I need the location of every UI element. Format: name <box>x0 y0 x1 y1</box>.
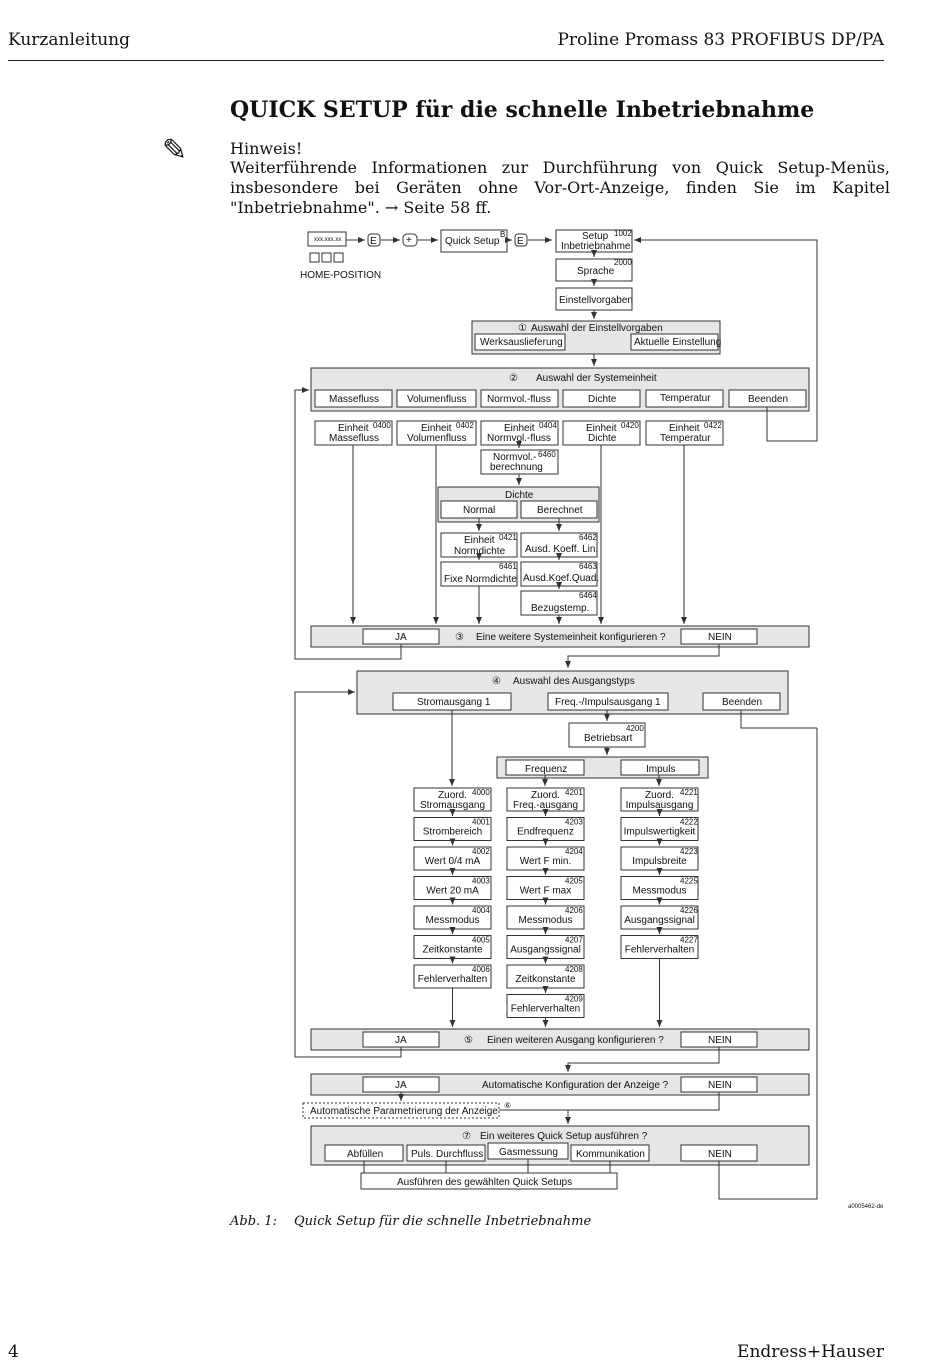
svg-text:③: ③ <box>455 632 464 643</box>
section-dichte <box>438 487 599 522</box>
svg-text:Beenden: Beenden <box>722 697 763 708</box>
svg-text:4207: 4207 <box>565 935 583 945</box>
svg-text:Temperatur: Temperatur <box>660 433 711 444</box>
svg-text:Ausgangssignal: Ausgangssignal <box>624 915 695 926</box>
svg-text:Normvol.-fluss: Normvol.-fluss <box>487 394 551 405</box>
section-systemeinheit <box>311 368 809 411</box>
section-auto-anzeige <box>311 1074 809 1095</box>
svg-text:4222: 4222 <box>680 817 698 827</box>
svg-text:Volumenfluss: Volumenfluss <box>407 394 467 405</box>
svg-text:Einheit: Einheit <box>421 423 452 434</box>
freqausgang-column <box>507 788 584 1027</box>
svg-text:Wert F max: Wert F max <box>519 885 572 897</box>
svg-text:1002: 1002 <box>614 229 632 238</box>
svg-text:+: + <box>406 235 412 246</box>
auto-parametrierung-box <box>303 1103 499 1118</box>
param-box <box>507 906 584 929</box>
param-box <box>621 818 698 841</box>
svg-text:Beenden: Beenden <box>748 394 789 405</box>
ausfuehren-box <box>361 1173 617 1189</box>
svg-text:4208: 4208 <box>565 965 583 974</box>
svg-text:Dichte: Dichte <box>588 433 617 444</box>
param-box <box>507 818 584 841</box>
caption-number: Abb. 1: <box>230 1214 277 1229</box>
svg-text:Messmodus: Messmodus <box>518 915 573 926</box>
svg-text:4227: 4227 <box>680 935 698 945</box>
svg-text:Kommunikation: Kommunikation <box>576 1149 645 1160</box>
svg-text:Abfüllen: Abfüllen <box>347 1149 384 1160</box>
svg-text:6461: 6461 <box>499 562 517 571</box>
svg-text:Auswahl der Einstellvorgaben: Auswahl der Einstellvorgaben <box>531 323 663 334</box>
svg-text:Sprache: Sprache <box>577 266 615 277</box>
svg-text:Zuord.: Zuord. <box>531 790 560 801</box>
svg-text:Berechnet: Berechnet <box>537 505 583 516</box>
svg-text:Fehlerverhalten: Fehlerverhalten <box>624 944 695 956</box>
svg-text:Eine weitere Systemeinheit kon: Eine weitere Systemeinheit konfigurieren ? <box>476 632 666 643</box>
svg-text:6460: 6460 <box>538 450 556 459</box>
svg-text:4001: 4001 <box>472 817 490 827</box>
quick-setup-box <box>441 230 507 252</box>
svg-text:Wert 0/4 mA: Wert 0/4 mA <box>424 856 481 867</box>
param-box <box>507 995 584 1018</box>
param-box <box>414 877 491 900</box>
svg-text:Betriebsart: Betriebsart <box>584 733 633 744</box>
svg-text:4204: 4204 <box>565 847 583 856</box>
svg-text:Massefluss: Massefluss <box>329 394 380 405</box>
svg-text:Fehlerverhalten: Fehlerverhalten <box>417 974 488 985</box>
svg-text:Quick Setup: Quick Setup <box>445 236 500 247</box>
svg-text:Zeitkonstante: Zeitkonstante <box>422 944 483 956</box>
einheit-normdichte-box <box>441 533 517 557</box>
svg-text:Setup: Setup <box>582 231 609 242</box>
section-einstellvorgaben <box>472 321 721 354</box>
svg-text:Inbetriebnahme: Inbetriebnahme <box>561 241 631 252</box>
page-number: 4 <box>8 1342 19 1362</box>
header-right: Proline Promass 83 PROFIBUS DP/PA <box>557 30 884 50</box>
betriebsart-box <box>569 723 645 747</box>
svg-text:Temperatur: Temperatur <box>660 393 711 404</box>
svg-text:Impuls: Impuls <box>646 764 676 775</box>
stromausgang-column <box>414 788 491 1027</box>
display-icon <box>308 232 346 262</box>
svg-text:6463: 6463 <box>579 562 597 571</box>
svg-text:6464: 6464 <box>579 591 597 600</box>
plus-key-icon <box>403 234 417 246</box>
param-box <box>414 906 491 929</box>
sprache-box <box>556 258 632 281</box>
fixe-normdichte-box <box>441 562 517 586</box>
param-box <box>507 847 584 870</box>
param-box <box>414 847 491 870</box>
svg-text:Impulsbreite: Impulsbreite <box>632 856 687 867</box>
svg-text:Ausd. Koeff. Lin.: Ausd. Koeff. Lin. <box>525 544 599 555</box>
svg-text:Einheit: Einheit <box>464 535 495 546</box>
normvol-berechnung-box <box>481 450 558 474</box>
svg-text:Fehlerverhalten: Fehlerverhalten <box>510 1003 581 1015</box>
svg-text:Messmodus: Messmodus <box>632 885 687 897</box>
pencil-icon: ✎ <box>162 133 188 168</box>
einheit-volumenfluss-box <box>397 421 476 445</box>
page-title: QUICK SETUP für die schnelle Inbetriebnahme <box>230 97 815 123</box>
svg-text:⑤: ⑤ <box>464 1035 473 1046</box>
einheit-normvol-box <box>481 421 558 445</box>
svg-text:Automatische Konfiguration der: Automatische Konfiguration der Anzeige ? <box>482 1080 669 1091</box>
svg-text:Einheit: Einheit <box>504 423 535 434</box>
svg-text:JA: JA <box>395 632 407 643</box>
ausd-koeff-lin-box <box>521 533 598 557</box>
einstellvorgaben-box <box>556 288 633 310</box>
svg-text:Einen weiteren Ausgang konfigu: Einen weiteren Ausgang konfigurieren ? <box>487 1035 664 1046</box>
param-box <box>414 788 491 811</box>
section-ausgangstyp <box>357 671 788 714</box>
section-weiteres-quick-setup <box>311 1126 809 1165</box>
svg-text:0422: 0422 <box>704 421 722 430</box>
svg-text:Stromausgang: Stromausgang <box>419 800 486 811</box>
param-box <box>621 877 698 900</box>
e-key-icon <box>515 234 527 247</box>
svg-text:Zuord.: Zuord. <box>438 790 467 801</box>
figure-caption <box>230 1214 591 1229</box>
ausd-koef-quad-box <box>521 562 599 586</box>
einheit-dichte-box <box>563 421 640 445</box>
svg-text:Freq.-/Impulsausgang 1: Freq.-/Impulsausgang 1 <box>555 697 661 708</box>
svg-text:4223: 4223 <box>680 847 698 856</box>
svg-text:①: ① <box>518 323 527 334</box>
brand-name: Endress+Hauser <box>737 1342 884 1362</box>
svg-text:NEIN: NEIN <box>708 1035 732 1046</box>
svg-text:4004: 4004 <box>472 906 490 915</box>
svg-text:Einheit: Einheit <box>669 423 700 434</box>
svg-text:Puls. Durchfluss: Puls. Durchfluss <box>411 1149 484 1160</box>
svg-text:B: B <box>500 230 506 239</box>
caption-text: Quick Setup für die schnelle Inbetriebnahme <box>294 1214 592 1229</box>
e-key-icon <box>368 234 380 247</box>
svg-text:Strombereich: Strombereich <box>422 826 483 838</box>
freq-impuls-select <box>497 757 708 778</box>
svg-text:Wert 20 mA: Wert 20 mA <box>426 885 479 897</box>
svg-text:Endfrequenz: Endfrequenz <box>517 826 574 838</box>
step-6-label: ⑥ <box>504 1101 512 1110</box>
svg-text:Volumenfluss: Volumenfluss <box>407 433 467 444</box>
svg-text:Fixe Normdichte: Fixe Normdichte <box>444 574 517 585</box>
svg-text:4225: 4225 <box>680 876 698 886</box>
svg-text:JA: JA <box>395 1035 407 1046</box>
svg-text:Stromausgang 1: Stromausgang 1 <box>417 697 491 708</box>
svg-text:Auswahl des Ausgangstyps: Auswahl des Ausgangstyps <box>513 676 635 687</box>
svg-text:6462: 6462 <box>579 533 597 542</box>
svg-text:Einheit: Einheit <box>586 423 617 434</box>
svg-text:4002: 4002 <box>472 847 490 856</box>
svg-text:Frequenz: Frequenz <box>525 764 568 775</box>
svg-text:Dichte: Dichte <box>588 394 617 405</box>
svg-text:Auswahl der Systemeinheit: Auswahl der Systemeinheit <box>536 373 657 384</box>
bezugstemp-box <box>521 591 597 615</box>
svg-text:4203: 4203 <box>565 817 583 827</box>
svg-text:4006: 4006 <box>472 965 490 974</box>
param-box <box>621 788 698 811</box>
svg-text:Freq.-ausgang: Freq.-ausgang <box>512 800 579 811</box>
svg-text:Zeitkonstante: Zeitkonstante <box>515 974 576 985</box>
param-box <box>414 936 491 959</box>
svg-text:Ausführen des gewählten Quick: Ausführen des gewählten Quick Setups <box>397 1177 573 1188</box>
svg-text:4206: 4206 <box>565 906 583 915</box>
svg-text:Werksauslieferung: Werksauslieferung <box>480 337 563 348</box>
section-weiterer-ausgang <box>311 1029 809 1050</box>
param-box <box>507 788 584 811</box>
svg-text:4200: 4200 <box>626 724 644 733</box>
svg-text:Normvol.-: Normvol.- <box>493 452 537 463</box>
svg-text:Gasmessung: Gasmessung <box>499 1147 558 1158</box>
svg-text:Normdichte: Normdichte <box>454 546 506 557</box>
svg-text:4221: 4221 <box>680 788 698 797</box>
svg-text:Automatische Parametrierung de: Automatische Parametrierung der Anzeige <box>310 1106 498 1117</box>
impulsausgang-column <box>621 788 698 1027</box>
svg-text:Einstellvorgaben: Einstellvorgaben <box>559 295 633 306</box>
param-box <box>507 877 584 900</box>
svg-text:0400: 0400 <box>373 421 391 430</box>
svg-text:4205: 4205 <box>565 876 583 886</box>
svg-text:0404: 0404 <box>539 421 557 430</box>
svg-text:Einheit: Einheit <box>338 423 369 434</box>
header-left: Kurzanleitung <box>8 30 130 50</box>
svg-text:2000: 2000 <box>614 258 632 267</box>
svg-text:JA: JA <box>395 1080 407 1091</box>
svg-text:Impulswertigkeit: Impulswertigkeit <box>623 826 696 838</box>
svg-text:4209: 4209 <box>565 994 583 1004</box>
einheit-massefluss-box <box>315 421 392 445</box>
svg-text:Impulsausgang: Impulsausgang <box>625 800 694 811</box>
svg-text:xxx.xxx.xx: xxx.xxx.xx <box>314 237 342 243</box>
svg-text:⑦: ⑦ <box>462 1131 471 1142</box>
param-box <box>414 965 491 988</box>
svg-text:Messmodus: Messmodus <box>425 915 480 926</box>
svg-text:0420: 0420 <box>621 421 639 430</box>
section-weitere-systemeinheit <box>311 626 809 647</box>
svg-text:Ausd.Koef.Quad.: Ausd.Koef.Quad. <box>523 573 600 584</box>
einheit-temperatur-box <box>646 421 723 445</box>
svg-text:②: ② <box>509 373 518 384</box>
svg-text:④: ④ <box>492 676 501 687</box>
svg-text:NEIN: NEIN <box>708 632 732 643</box>
svg-text:Normal: Normal <box>463 505 496 516</box>
svg-text:E: E <box>370 236 377 247</box>
svg-text:4226: 4226 <box>680 906 698 915</box>
figure-id: a0005462-de <box>848 1204 884 1210</box>
svg-text:berechnung: berechnung <box>490 462 543 473</box>
svg-text:E: E <box>517 236 524 247</box>
svg-text:Aktuelle Einstellung: Aktuelle Einstellung <box>634 337 722 348</box>
svg-text:Massefluss: Massefluss <box>329 433 380 444</box>
svg-text:Zuord.: Zuord. <box>645 790 674 801</box>
svg-text:4005: 4005 <box>472 935 490 945</box>
svg-text:4201: 4201 <box>565 788 583 797</box>
svg-text:4003: 4003 <box>472 876 490 886</box>
param-box <box>621 906 698 929</box>
svg-text:Wert F min.: Wert F min. <box>519 856 572 867</box>
note-heading: Hinweis! <box>230 139 303 158</box>
param-box <box>507 936 584 959</box>
svg-text:0421: 0421 <box>499 533 517 542</box>
param-box <box>414 818 491 841</box>
svg-text:4000: 4000 <box>472 788 490 797</box>
svg-text:0402: 0402 <box>456 421 474 430</box>
svg-text:NEIN: NEIN <box>708 1149 732 1160</box>
svg-text:NEIN: NEIN <box>708 1080 732 1091</box>
param-box <box>621 847 698 870</box>
svg-text:Bezugstemp.: Bezugstemp. <box>531 603 590 614</box>
param-box <box>621 936 698 959</box>
home-position-label: HOME-POSITION <box>300 270 382 281</box>
note-text: Weiterführende Informationen zur Durchführung von Quick Setup-Menüs, insbesondere bei Geräten ohne Vor-Ort-Anzeige, finden Sie im Kapitel "Inbetriebnahme". → Seite 58 ff. <box>230 158 890 217</box>
svg-text:Dichte: Dichte <box>505 490 534 501</box>
setup-box <box>556 229 632 252</box>
svg-text:Ein weiteres Quick Setup ausfü: Ein weiteres Quick Setup ausführen ? <box>480 1131 648 1142</box>
svg-text:Ausgangssignal: Ausgangssignal <box>510 944 581 956</box>
svg-text:Normvol.-fluss: Normvol.-fluss <box>487 433 551 444</box>
param-box <box>507 965 584 988</box>
